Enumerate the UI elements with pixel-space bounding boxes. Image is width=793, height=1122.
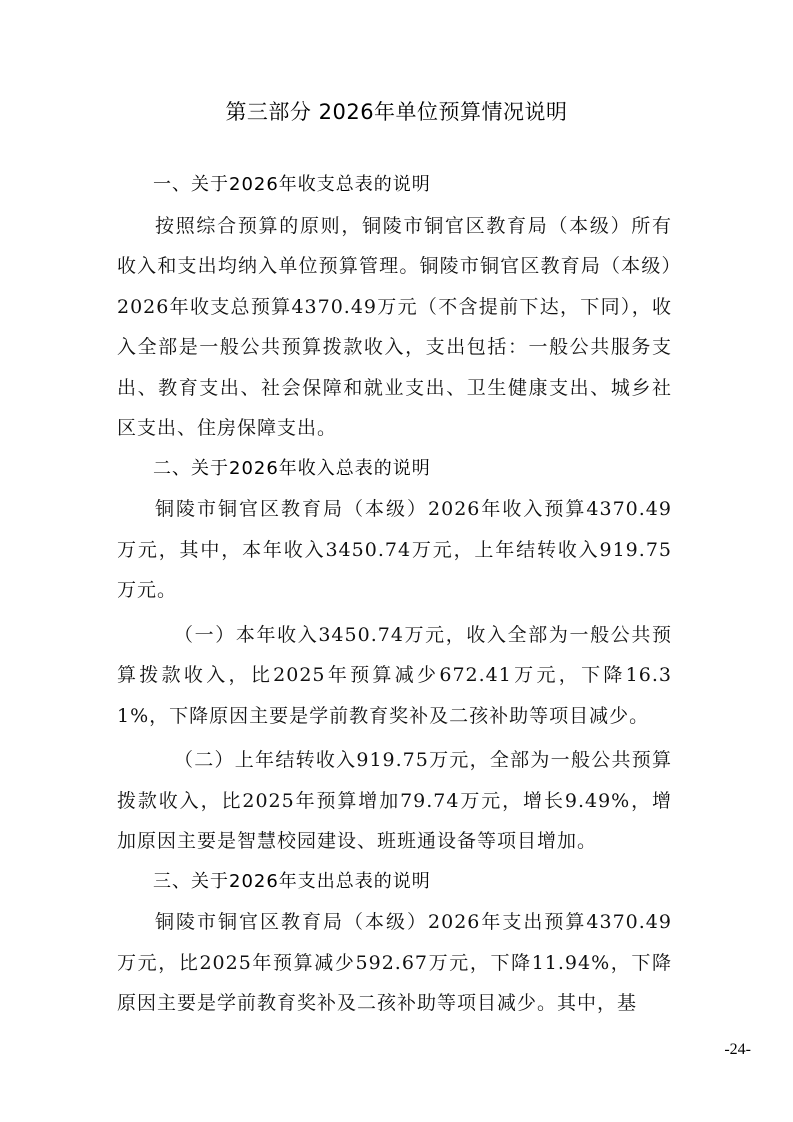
document-body	[117, 165, 672, 1024]
section-heading-2: 二、关于2026年收入总表的说明	[153, 457, 431, 479]
section-heading-1: 一、关于2026年收支总表的说明	[153, 174, 431, 195]
paragraph: （二）上年结转收入919.75万元，全部为一般公共预算拨款收入，比2025年预算增加79.74万元，增长9.49%，增加原因主要是智慧校园建设、班班通设备等项目增加。	[117, 749, 672, 852]
paragraph: 铜陵市铜官区教育局（本级）2026年支出预算4370.49万元，比2025年预算减少592.67万元，下降11.94%，下降原因主要是学前教育奖补及二孩补助等项目减少。其中，基	[117, 911, 672, 1014]
paragraph: 按照综合预算的原则，铜陵市铜官区教育局（本级）所有收入和支出均纳入单位预算管理。铜陵市铜官区教育局（本级）2026年收支总预算4370.49万元（不含提前下达，下同），收入全部是一般公共预算拨款收入，支出包括：一般公共服务支出、教育支出、社会保障和就业支出、卫生健康支出、城乡社区支出、住房保障支出。	[117, 214, 672, 439]
paragraph: （一）本年收入3450.74万元，收入全部为一般公共预算拨款收入，比2025年预算减少672.41万元，下降16.31%，下降原因主要是学前教育奖补及二孩补助等项目减少。	[117, 623, 672, 727]
page-title: 第三部分 2026年单位预算情况说明	[225, 100, 568, 124]
paragraph: 铜陵市铜官区教育局（本级）2026年收入预算4370.49万元，其中，本年收入3450.74万元，上年结转收入919.75万元。	[117, 498, 672, 601]
section-heading-3: 三、关于2026年支出总表的说明	[153, 870, 431, 892]
page-number: -24-	[724, 1041, 751, 1058]
